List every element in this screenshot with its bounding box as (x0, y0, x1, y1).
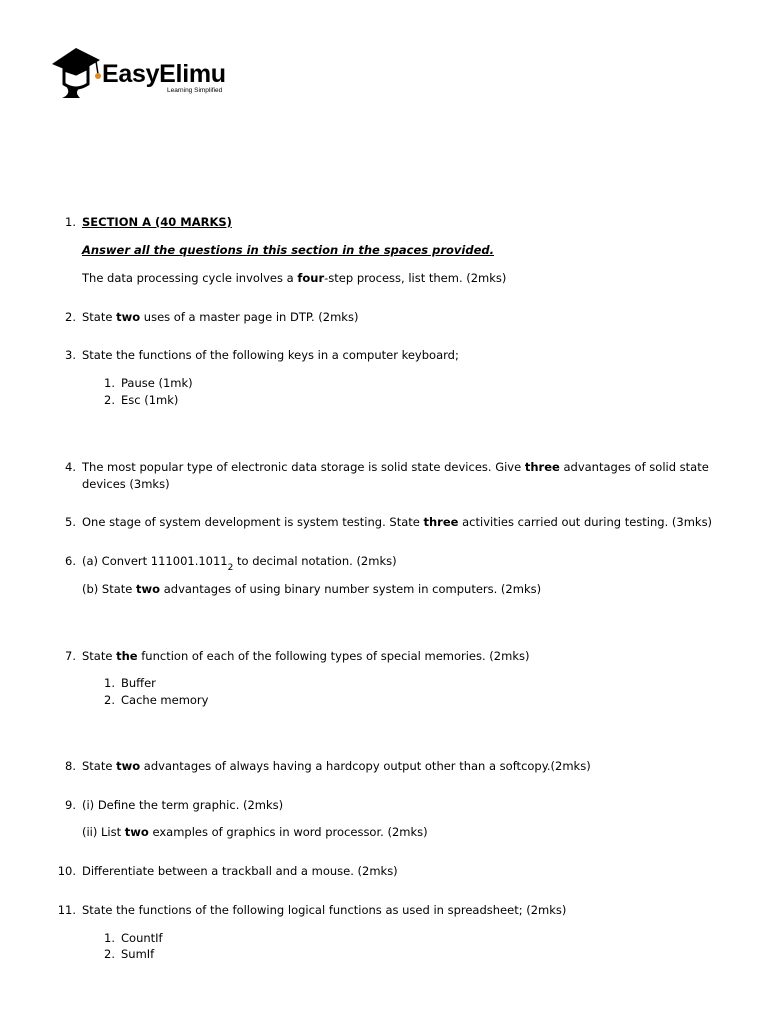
sub-item: 2. SumIf (104, 947, 155, 961)
question-text: State the function of each of the following types of special memories. (2mks) (82, 649, 530, 663)
question-part-ii: (ii) List two examples of graphics in word processor. (2mks) (82, 825, 428, 839)
question-text: The data processing cycle involves a four-step process, list them. (2mks) (82, 271, 507, 285)
question-text: State two advantages of always having a hardcopy output other than a softcopy.(2mks) (82, 759, 591, 773)
question-number: 6. (65, 554, 76, 568)
brand-tagline: Learning Simplified (167, 87, 223, 94)
question-text: State the functions of the following logical functions as used in spreadsheet; (2mks) (82, 903, 567, 917)
question-number: 8. (65, 759, 76, 773)
question-number: 1. (65, 215, 76, 229)
question-text: One stage of system development is system testing. State three activities carried out during testing. (3mks) (82, 515, 713, 529)
question-text: State the functions of the following keys in a computer keyboard; (82, 348, 459, 362)
sub-item: 2. Cache memory (104, 693, 209, 707)
question-number: 9. (65, 798, 76, 812)
question-part-a: (a) Convert $111001.1011_2$ to decimal notation. (2mks) (82, 554, 397, 573)
question-text: Differentiate between a trackball and a mouse. (2mks) (82, 864, 398, 878)
question-text: The most popular type of electronic data storage is solid state devices. Give three advantages of solid state devices (3mks) (82, 460, 709, 491)
question-number: 4. (65, 460, 76, 474)
question-part-i: (i) Define the term graphic. (2mks) (82, 798, 284, 812)
graduation-cap-icon (50, 44, 106, 100)
question-number: 11. (57, 903, 76, 917)
section-heading: SECTION A (40 MARKS) (82, 215, 232, 229)
question-text: State two uses of a master page in DTP. (2mks) (82, 310, 359, 324)
section-instruction: Answer all the questions in this section in the spaces provided. (82, 243, 495, 257)
question-number: 10. (57, 864, 76, 878)
question-number: 7. (65, 649, 76, 663)
question-number: 3. (65, 348, 76, 362)
question-number: 5. (65, 515, 76, 529)
brand-name: EasyElimu (102, 60, 226, 88)
sub-item: 1. CountIf (104, 931, 163, 945)
sub-item: 1. Buffer (104, 676, 156, 690)
sub-item: 1. Pause (1mk) (104, 376, 193, 390)
easyelimu-logo (50, 44, 250, 100)
question-number: 2. (65, 310, 76, 324)
question-part-b: (b) State two advantages of using binary number system in computers. (2mks) (82, 582, 542, 596)
sub-item: 2. Esc (1mk) (104, 393, 179, 407)
